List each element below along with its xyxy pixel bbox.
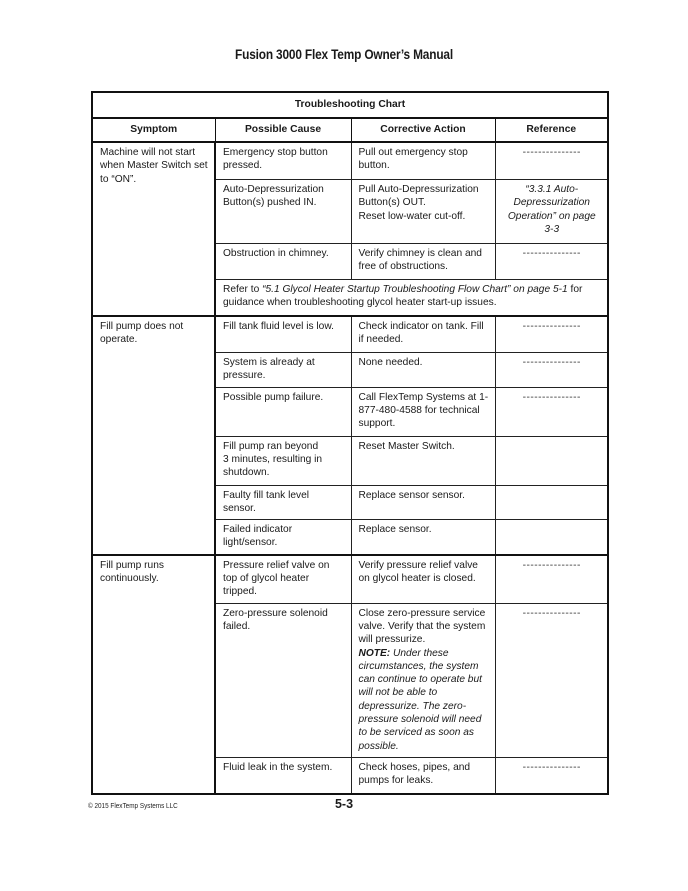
copyright: © 2015 FlexTemp Systems LLC: [88, 801, 178, 810]
reference-cell: [495, 436, 608, 485]
action-line: Pull Auto-Depressurization Button(s) OUT.: [358, 184, 479, 209]
cause-cell: Failed indicator light/sensor.: [215, 520, 351, 555]
cause-cell: [215, 436, 351, 485]
reference-link[interactable]: “3.3.1 Auto-Depressurization Operation” on page 3-3: [495, 180, 608, 244]
cause-cell: Zero-pressure solenoid failed.: [215, 603, 351, 757]
symptom-cell: Machine will not start when Master Switch set to “ON”.: [92, 142, 215, 316]
reference-dash: ---------------: [522, 147, 581, 158]
reference-dash: ---------------: [522, 248, 581, 259]
reference-cell: [495, 520, 608, 555]
cause-cell: Auto-Depressurization Button(s) pushed IN.: [215, 180, 351, 244]
reference-cell: [495, 316, 608, 353]
note-prefix: Refer to: [223, 284, 263, 295]
cause-cell: Obstruction in chimney.: [215, 244, 351, 280]
action-cell: None needed.: [351, 353, 495, 388]
reference-cell: [495, 757, 608, 794]
flow-chart-link[interactable]: “5.1 Glycol Heater Startup Troubleshooting Flow Chart” on page 5-1: [262, 284, 568, 295]
cause-cell: Fill tank fluid level is low.: [215, 316, 351, 353]
action-cell: Replace sensor sensor.: [351, 485, 495, 520]
reference-dash: ---------------: [522, 607, 581, 619]
reference-cell: [495, 353, 608, 388]
reference-dash: ---------------: [522, 761, 581, 773]
action-cell: Pull out emergency stop button.: [351, 142, 495, 180]
cause-cell: Fluid leak in the system.: [215, 757, 351, 794]
action-cell: Check indicator on tank. Fill if needed.: [351, 316, 495, 353]
reference-cell: [495, 244, 608, 280]
symptom-cell: Fill pump does not operate.: [92, 316, 215, 555]
action-cell: Replace sensor.: [351, 520, 495, 555]
action-cell: Verify pressure relief valve on glycol heater is closed.: [351, 555, 495, 603]
table-row: [92, 555, 608, 603]
reference-cell: [495, 485, 608, 520]
action-cell: Check hoses, pipes, and pumps for leaks.: [351, 757, 495, 794]
cause-cell: Pressure relief valve on top of glycol heater tripped.: [215, 555, 351, 603]
column-header-symptom: Symptom: [92, 118, 215, 142]
action-cell: Call FlexTemp Systems at 1-877-480-4588 for technical support.: [351, 387, 495, 436]
table-caption: Troubleshooting Chart: [92, 92, 608, 118]
reference-cell: [495, 603, 608, 757]
reference-cell: [495, 555, 608, 603]
cause-cell: Faulty fill tank level sensor.: [215, 485, 351, 520]
action-line: Reset low-water cut-off.: [358, 210, 466, 222]
table-row: [92, 316, 608, 353]
reference-cell: [495, 142, 608, 180]
note-label: NOTE:: [358, 647, 391, 659]
troubleshooting-chart: [91, 91, 609, 795]
cause-cell: System is already at pressure.: [215, 353, 351, 388]
note-suffix: for guidance when troubleshooting glycol heater start-up issues.: [223, 284, 583, 309]
column-header-possible-cause: Possible Cause: [215, 118, 351, 142]
column-header-corrective-action: Corrective Action: [351, 118, 495, 142]
reference-dash: ---------------: [522, 391, 581, 403]
page-number: 5-3: [334, 797, 354, 811]
action-cell: Reset Master Switch.: [351, 436, 495, 485]
reference-dash: ---------------: [522, 321, 581, 332]
action-cell: Verify chimney is clean and free of obstructions.: [351, 244, 495, 280]
action-cell: [351, 180, 495, 244]
note-cell: [215, 280, 608, 317]
reference-dash: ---------------: [522, 357, 581, 368]
table-row: [92, 142, 608, 180]
reference-dash: ---------------: [522, 559, 581, 571]
action-cell: [351, 603, 495, 757]
cause-cell: Emergency stop button pressed.: [215, 142, 351, 180]
cause-line: Fill pump ran beyond: [223, 440, 319, 452]
cause-line: 3 minutes, resulting in shutdown.: [223, 453, 323, 479]
page-title: Fusion 3000 Flex Temp Owner’s Manual: [235, 47, 453, 62]
cause-cell: Possible pump failure.: [215, 387, 351, 436]
note-text: Under these circumstances, the system can continue to operate but will not be able to depressurize. The zero-pressure solenoid will need to be serviced as soon as possible.: [358, 647, 482, 752]
symptom-cell: Fill pump runs continuously.: [92, 555, 215, 794]
action-text: Close zero-pressure service valve. Verify that the system will pressurize.: [358, 607, 486, 646]
column-header-reference: Reference: [495, 118, 608, 142]
reference-cell: [495, 387, 608, 436]
